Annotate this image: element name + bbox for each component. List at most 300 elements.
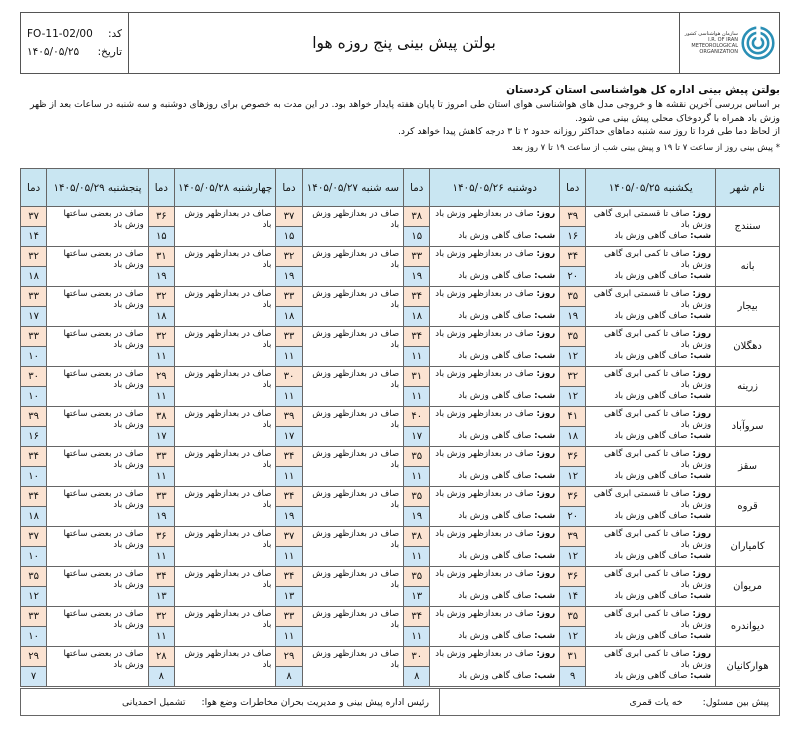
forecast-table-body (21, 207, 780, 687)
max-temp: ۳۸ (404, 527, 430, 547)
day-forecast (434, 569, 555, 591)
city-name: بانه (716, 247, 780, 287)
max-temp: ۳۰ (404, 647, 430, 667)
forecast-cell (586, 327, 716, 367)
forecast-cell (430, 607, 560, 647)
day-forecast-text: صاف تا قسمتی ابری گاهی وزش باد (593, 289, 712, 310)
min-temp: ۱۱ (148, 347, 174, 367)
day-tag: روز: (692, 529, 712, 539)
day-forecast-text: صاف در بعدازظهر وزش باد (435, 449, 534, 459)
max-temp: ۳۰ (276, 367, 302, 387)
day-forecast-text: صاف در بعدازظهر وزش باد (312, 209, 400, 230)
night-forecast (434, 351, 555, 362)
meteorological-logo (679, 13, 779, 73)
min-temp: ۱۱ (148, 627, 174, 647)
day-forecast-text: صاف تا کمی ابری گاهی وزش باد (604, 649, 712, 670)
min-temp: ۱۰ (21, 467, 47, 487)
min-temp: ۸ (404, 667, 430, 687)
forecast-cell (586, 287, 716, 327)
forecast-cell (47, 327, 149, 367)
min-temp: ۱۱ (404, 387, 430, 407)
forecast-cell (174, 447, 276, 487)
min-temp: ۱۱ (276, 467, 302, 487)
forecast-cell (174, 407, 276, 447)
max-temp: ۳۴ (560, 247, 586, 267)
night-forecast (590, 391, 711, 402)
day-forecast (434, 289, 555, 311)
table-row (21, 247, 780, 267)
spiral-logo-icon (741, 26, 775, 60)
forecast-cell (174, 487, 276, 527)
day-forecast (590, 329, 711, 351)
forecast-cell (47, 487, 149, 527)
night-forecast (434, 631, 555, 642)
forecast-cell (430, 447, 560, 487)
day-tag: روز: (536, 249, 556, 259)
forecast-cell (47, 247, 149, 287)
bulletin-subtitle: بولتن پیش بینی اداره کل هواشناسی استان کردستان (506, 84, 780, 96)
day-forecast-text: صاف در بعدازظهر وزش باد (184, 449, 272, 470)
night-forecast (434, 471, 555, 482)
day-tag: روز: (536, 609, 556, 619)
max-temp: ۳۸ (148, 407, 174, 427)
night-tag: شب: (690, 471, 712, 481)
min-temp: ۱۰ (21, 347, 47, 367)
max-temp: ۲۹ (21, 647, 47, 667)
min-temp: ۱۲ (560, 347, 586, 367)
max-temp: ۳۲ (21, 247, 47, 267)
day-forecast (590, 249, 711, 271)
min-temp: ۱۷ (404, 427, 430, 447)
day-forecast-text: صاف تا قسمتی ابری گاهی وزش باد (593, 209, 712, 230)
night-tag: شب: (690, 231, 712, 241)
max-temp: ۳۳ (276, 287, 302, 307)
day-forecast (590, 369, 711, 391)
min-temp: ۱۲ (560, 387, 586, 407)
temp-column-header: دما (560, 169, 586, 207)
day-forecast-text: صاف در بعدازظهر وزش باد (435, 649, 534, 659)
day-forecast-text: صاف در بعدازظهر وزش باد (312, 449, 400, 470)
city-name: هوارکانیان (716, 647, 780, 687)
day-forecast-text: صاف در بعدازظهر وزش باد (312, 329, 400, 350)
day-forecast-text: صاف در بعدازظهر وزش باد (312, 249, 400, 270)
temp-column-header: دما (21, 169, 47, 207)
min-temp: ۱۵ (148, 227, 174, 247)
day-forecast-text: صاف در بعدازظهر وزش باد (184, 209, 272, 230)
city-name: کامیاران (716, 527, 780, 567)
day-tag: روز: (536, 529, 556, 539)
max-temp: ۲۹ (276, 647, 302, 667)
max-temp: ۲۹ (148, 367, 174, 387)
day-forecast-text: صاف در بعدازظهر وزش باد (184, 529, 272, 550)
day-forecast-text: صاف در بعضی ساعتها وزش باد (63, 649, 144, 670)
night-forecast (434, 311, 555, 322)
night-forecast (590, 471, 711, 482)
chief-label: رئیس اداره پیش بینی و مدیریت بحران مخاطرات وضع هوا: (201, 696, 429, 708)
day-forecast-text: صاف در بعدازظهر وزش باد (184, 649, 272, 670)
night-tag: شب: (534, 311, 556, 321)
forecast-cell (586, 207, 716, 247)
city-name: سروآباد (716, 407, 780, 447)
temperature-paragraph: از لحاظ دما طی فردا تا روز سه شنبه دماهای حداکثر روزانه حدود ۲ تا ۳ درجه کاهش پیدا خواهد کرد. (398, 126, 780, 137)
night-forecast-text: صاف گاهی وزش باد (614, 311, 688, 321)
min-temp: ۱۷ (21, 307, 47, 327)
table-row (21, 487, 780, 507)
forecast-cell (174, 527, 276, 567)
table-row (21, 287, 780, 307)
day-forecast-text: صاف در بعدازظهر وزش باد (184, 329, 272, 350)
max-temp: ۳۶ (560, 487, 586, 507)
night-tag: شب: (690, 511, 712, 521)
night-forecast (434, 551, 555, 562)
min-temp: ۱۲ (560, 627, 586, 647)
day-forecast (590, 449, 711, 471)
day-forecast-text: صاف تا کمی ابری گاهی وزش باد (604, 449, 712, 470)
night-forecast (590, 351, 711, 362)
min-temp: ۱۶ (560, 227, 586, 247)
max-temp: ۳۷ (21, 207, 47, 227)
max-temp: ۳۴ (21, 447, 47, 467)
day-tag: روز: (692, 289, 712, 299)
day-forecast-text: صاف در بعضی ساعتها وزش باد (63, 529, 144, 550)
forecast-time-note: * پیش بینی روز از ساعت ۷ تا ۱۹ و پیش بینی شب از ساعت ۱۹ تا ۷ روز بعد (512, 142, 780, 153)
city-name: دیواندره (716, 607, 780, 647)
night-forecast-text: صاف گاهی وزش باد (458, 311, 532, 321)
min-temp: ۱۶ (21, 427, 47, 447)
night-forecast-text: صاف گاهی وزش باد (458, 231, 532, 241)
min-temp: ۲۰ (560, 507, 586, 527)
day-forecast (434, 649, 555, 671)
day-forecast-text: صاف در بعدازظهر وزش باد (184, 489, 272, 510)
day-forecast-text: صاف در بعدازظهر وزش باد (435, 569, 534, 579)
max-temp: ۲۸ (148, 647, 174, 667)
day-forecast-text: صاف تا کمی ابری گاهی وزش باد (604, 529, 712, 550)
max-temp: ۳۳ (21, 607, 47, 627)
max-temp: ۳۸ (404, 207, 430, 227)
day-forecast-text: صاف تا کمی ابری گاهی وزش باد (604, 609, 712, 630)
night-forecast-text: صاف گاهی وزش باد (614, 511, 688, 521)
forecast-cell (586, 527, 716, 567)
synopsis-paragraph: بر اساس بررسی آخرین نقشه ها و خروجی مدل های هواشناسی هوای استان طی امروز تا پایان هفته پایدار خواهد بود. در این مدت به خصوص برای روزهای دوشنبه و سه شنبه در ساعات بعد از ظهر وزش باد همراه با گردوخاک محلی پیش بینی می شود. (29, 99, 780, 124)
forecast-cell (302, 487, 404, 527)
day-forecast (590, 409, 711, 431)
min-temp: ۱۹ (276, 507, 302, 527)
forecast-cell (430, 287, 560, 327)
day-forecast-text: صاف تا کمی ابری گاهی وزش باد (604, 409, 712, 430)
min-temp: ۱۴ (560, 587, 586, 607)
night-tag: شب: (690, 431, 712, 441)
day-forecast-text: صاف در بعدازظهر وزش باد (435, 209, 534, 219)
night-forecast-text: صاف گاهی وزش باد (458, 551, 532, 561)
forecaster-cell (439, 689, 779, 715)
min-temp: ۱۸ (21, 507, 47, 527)
night-forecast-text: صاف گاهی وزش باد (614, 391, 688, 401)
night-forecast (590, 271, 711, 282)
min-temp: ۱۹ (148, 267, 174, 287)
day-tag: روز: (536, 489, 556, 499)
city-name: سقز (716, 447, 780, 487)
min-temp: ۱۱ (276, 347, 302, 367)
forecast-cell (302, 527, 404, 567)
min-temp: ۱۱ (148, 467, 174, 487)
night-forecast-text: صاف گاهی وزش باد (614, 551, 688, 561)
night-forecast (590, 591, 711, 602)
forecast-cell (430, 527, 560, 567)
day-tag: روز: (536, 569, 556, 579)
chief-cell (21, 689, 439, 715)
night-tag: شب: (534, 551, 556, 561)
night-tag: شب: (690, 551, 712, 561)
day-forecast-text: صاف در بعدازظهر وزش باد (435, 329, 534, 339)
min-temp: ۱۱ (148, 387, 174, 407)
day-forecast-text: صاف در بعدازظهر وزش باد (312, 529, 400, 550)
forecaster-name: خه یات قمری (629, 696, 683, 708)
min-temp: ۱۹ (404, 507, 430, 527)
forecast-cell (47, 607, 149, 647)
forecast-cell (302, 367, 404, 407)
forecast-cell (302, 647, 404, 687)
forecast-cell (174, 207, 276, 247)
forecast-cell (302, 247, 404, 287)
night-tag: شب: (534, 671, 556, 681)
day-forecast-text: صاف در بعدازظهر وزش باد (435, 609, 534, 619)
min-temp: ۱۱ (276, 387, 302, 407)
max-temp: ۳۵ (404, 447, 430, 467)
min-temp: ۷ (21, 667, 47, 687)
day-forecast-text: صاف در بعضی ساعتها وزش باد (63, 449, 144, 470)
forecast-cell (586, 247, 716, 287)
day-tag: روز: (692, 209, 712, 219)
forecast-table (20, 168, 780, 687)
forecast-cell (47, 367, 149, 407)
day-forecast-text: صاف در بعدازظهر وزش باد (435, 369, 534, 379)
page-title: بولتن پیش بینی پنج روزه هوا (312, 34, 496, 52)
night-forecast-text: صاف گاهی وزش باد (614, 231, 688, 241)
day-tag: روز: (692, 449, 712, 459)
night-forecast-text: صاف گاهی وزش باد (614, 271, 688, 281)
forecast-cell (174, 567, 276, 607)
night-tag: شب: (690, 391, 712, 401)
day-forecast-text: صاف در بعدازظهر وزش باد (184, 369, 272, 390)
min-temp: ۱۱ (276, 627, 302, 647)
forecast-cell (302, 447, 404, 487)
min-temp: ۱۹ (276, 267, 302, 287)
min-temp: ۱۸ (148, 307, 174, 327)
max-temp: ۳۴ (404, 287, 430, 307)
day-forecast-text: صاف تا کمی ابری گاهی وزش باد (604, 569, 712, 590)
table-row (21, 327, 780, 347)
max-temp: ۳۳ (21, 287, 47, 307)
max-temp: ۳۴ (148, 567, 174, 587)
max-temp: ۳۰ (21, 367, 47, 387)
night-forecast-text: صاف گاهی وزش باد (458, 431, 532, 441)
day-tag: روز: (692, 609, 712, 619)
max-temp: ۳۹ (276, 407, 302, 427)
min-temp: ۱۱ (276, 547, 302, 567)
forecast-cell (47, 647, 149, 687)
document-code-box (21, 13, 129, 73)
max-temp: ۳۳ (276, 327, 302, 347)
day-tag: روز: (692, 249, 712, 259)
night-tag: شب: (534, 231, 556, 241)
forecast-cell (302, 327, 404, 367)
forecast-cell (47, 407, 149, 447)
night-forecast-text: صاف گاهی وزش باد (614, 631, 688, 641)
day-forecast-text: صاف در بعدازظهر وزش باد (435, 289, 534, 299)
min-temp: ۱۹ (404, 267, 430, 287)
night-tag: شب: (534, 391, 556, 401)
min-temp: ۱۳ (276, 587, 302, 607)
day-forecast-text: صاف تا قسمتی ابری گاهی وزش باد (593, 489, 712, 510)
day-forecast (434, 529, 555, 551)
min-temp: ۱۳ (148, 587, 174, 607)
night-tag: شب: (534, 271, 556, 281)
min-temp: ۱۰ (21, 627, 47, 647)
day-forecast-text: صاف در بعضی ساعتها وزش باد (63, 329, 144, 350)
max-temp: ۳۵ (404, 487, 430, 507)
min-temp: ۱۵ (276, 227, 302, 247)
min-temp: ۱۸ (276, 307, 302, 327)
day-forecast-text: صاف در بعدازظهر وزش باد (184, 609, 272, 630)
forecast-cell (586, 407, 716, 447)
day-tag: روز: (692, 369, 712, 379)
night-tag: شب: (534, 631, 556, 641)
day-forecast (590, 569, 711, 591)
min-temp: ۱۹ (148, 507, 174, 527)
max-temp: ۳۵ (404, 567, 430, 587)
max-temp: ۳۱ (148, 247, 174, 267)
intro-section (20, 82, 780, 155)
forecast-cell (430, 207, 560, 247)
night-tag: شب: (690, 591, 712, 601)
city-name: بیجار (716, 287, 780, 327)
forecast-cell (586, 487, 716, 527)
min-temp: ۱۸ (404, 307, 430, 327)
max-temp: ۳۲ (560, 367, 586, 387)
day-forecast (434, 249, 555, 271)
table-row (21, 567, 780, 587)
day-tag: روز: (536, 369, 556, 379)
max-temp: ۳۱ (560, 647, 586, 667)
night-forecast (590, 511, 711, 522)
day-forecast-text: صاف در بعدازظهر وزش باد (435, 529, 534, 539)
day-tag: روز: (692, 409, 712, 419)
day-forecast (434, 369, 555, 391)
night-tag: شب: (690, 671, 712, 681)
min-temp: ۱۷ (276, 427, 302, 447)
day-forecast-text: صاف در بعدازظهر وزش باد (184, 569, 272, 590)
night-tag: شب: (534, 511, 556, 521)
max-temp: ۳۴ (276, 567, 302, 587)
night-forecast-text: صاف گاهی وزش باد (458, 471, 532, 481)
night-tag: شب: (690, 351, 712, 361)
max-temp: ۳۴ (404, 607, 430, 627)
forecast-cell (174, 247, 276, 287)
forecast-cell (430, 247, 560, 287)
day-tag: روز: (692, 489, 712, 499)
max-temp: ۳۶ (148, 527, 174, 547)
max-temp: ۳۷ (276, 207, 302, 227)
max-temp: ۳۴ (21, 487, 47, 507)
night-forecast-text: صاف گاهی وزش باد (458, 351, 532, 361)
night-forecast (434, 231, 555, 242)
max-temp: ۳۷ (21, 527, 47, 547)
min-temp: ۱۵ (404, 227, 430, 247)
code-value: FO-11-02/00 (27, 28, 93, 40)
day-forecast-text: صاف در بعدازظهر وزش باد (312, 609, 400, 630)
night-forecast-text: صاف گاهی وزش باد (458, 271, 532, 281)
max-temp: ۳۵ (560, 607, 586, 627)
day-column-header: پنجشنبه ۱۴۰۵/۰۵/۲۹ (47, 169, 149, 207)
day-forecast-text: صاف در بعدازظهر وزش باد (312, 489, 400, 510)
max-temp: ۳۲ (276, 247, 302, 267)
city-name: سنندج (716, 207, 780, 247)
night-forecast (434, 591, 555, 602)
night-tag: شب: (690, 271, 712, 281)
day-tag: روز: (536, 329, 556, 339)
forecast-cell (430, 367, 560, 407)
max-temp: ۳۲ (148, 287, 174, 307)
temp-column-header: دما (404, 169, 430, 207)
day-tag: روز: (692, 649, 712, 659)
min-temp: ۹ (560, 667, 586, 687)
day-tag: روز: (692, 569, 712, 579)
night-forecast (590, 431, 711, 442)
min-temp: ۱۱ (404, 627, 430, 647)
table-row (21, 647, 780, 667)
night-forecast-text: صاف گاهی وزش باد (458, 631, 532, 641)
min-temp: ۱۸ (560, 427, 586, 447)
day-forecast-text: صاف در بعضی ساعتها وزش باد (63, 209, 144, 230)
max-temp: ۳۴ (276, 487, 302, 507)
day-forecast (434, 409, 555, 431)
day-forecast (590, 289, 711, 311)
min-temp: ۱۱ (404, 347, 430, 367)
max-temp: ۳۲ (148, 327, 174, 347)
forecast-cell (302, 287, 404, 327)
day-forecast-text: صاف در بعضی ساعتها وزش باد (63, 369, 144, 390)
day-forecast-text: صاف تا کمی ابری گاهی وزش باد (604, 369, 712, 390)
signature-footer (20, 688, 780, 716)
day-forecast (590, 649, 711, 671)
max-temp: ۳۳ (21, 327, 47, 347)
forecast-cell (430, 647, 560, 687)
min-temp: ۱۳ (404, 587, 430, 607)
day-tag: روز: (536, 649, 556, 659)
max-temp: ۳۴ (404, 327, 430, 347)
day-column-header: سه شنبه ۱۴۰۵/۰۵/۲۷ (302, 169, 404, 207)
forecast-cell (174, 607, 276, 647)
max-temp: ۴۰ (404, 407, 430, 427)
max-temp: ۳۶ (560, 567, 586, 587)
max-temp: ۳۵ (21, 567, 47, 587)
min-temp: ۱۰ (21, 387, 47, 407)
min-temp: ۲۰ (560, 267, 586, 287)
temp-column-header: دما (276, 169, 302, 207)
day-forecast-text: صاف در بعضی ساعتها وزش باد (63, 289, 144, 310)
max-temp: ۳۳ (404, 247, 430, 267)
min-temp: ۱۲ (560, 467, 586, 487)
min-temp: ۱۴ (21, 227, 47, 247)
forecast-cell (586, 647, 716, 687)
day-forecast (434, 209, 555, 231)
max-temp: ۳۳ (148, 487, 174, 507)
max-temp: ۳۶ (560, 447, 586, 467)
forecast-cell (174, 647, 276, 687)
min-temp: ۱۸ (21, 267, 47, 287)
day-forecast-text: صاف در بعدازظهر وزش باد (435, 409, 534, 419)
chief-name: تشمیل احمدیانی (122, 696, 186, 708)
